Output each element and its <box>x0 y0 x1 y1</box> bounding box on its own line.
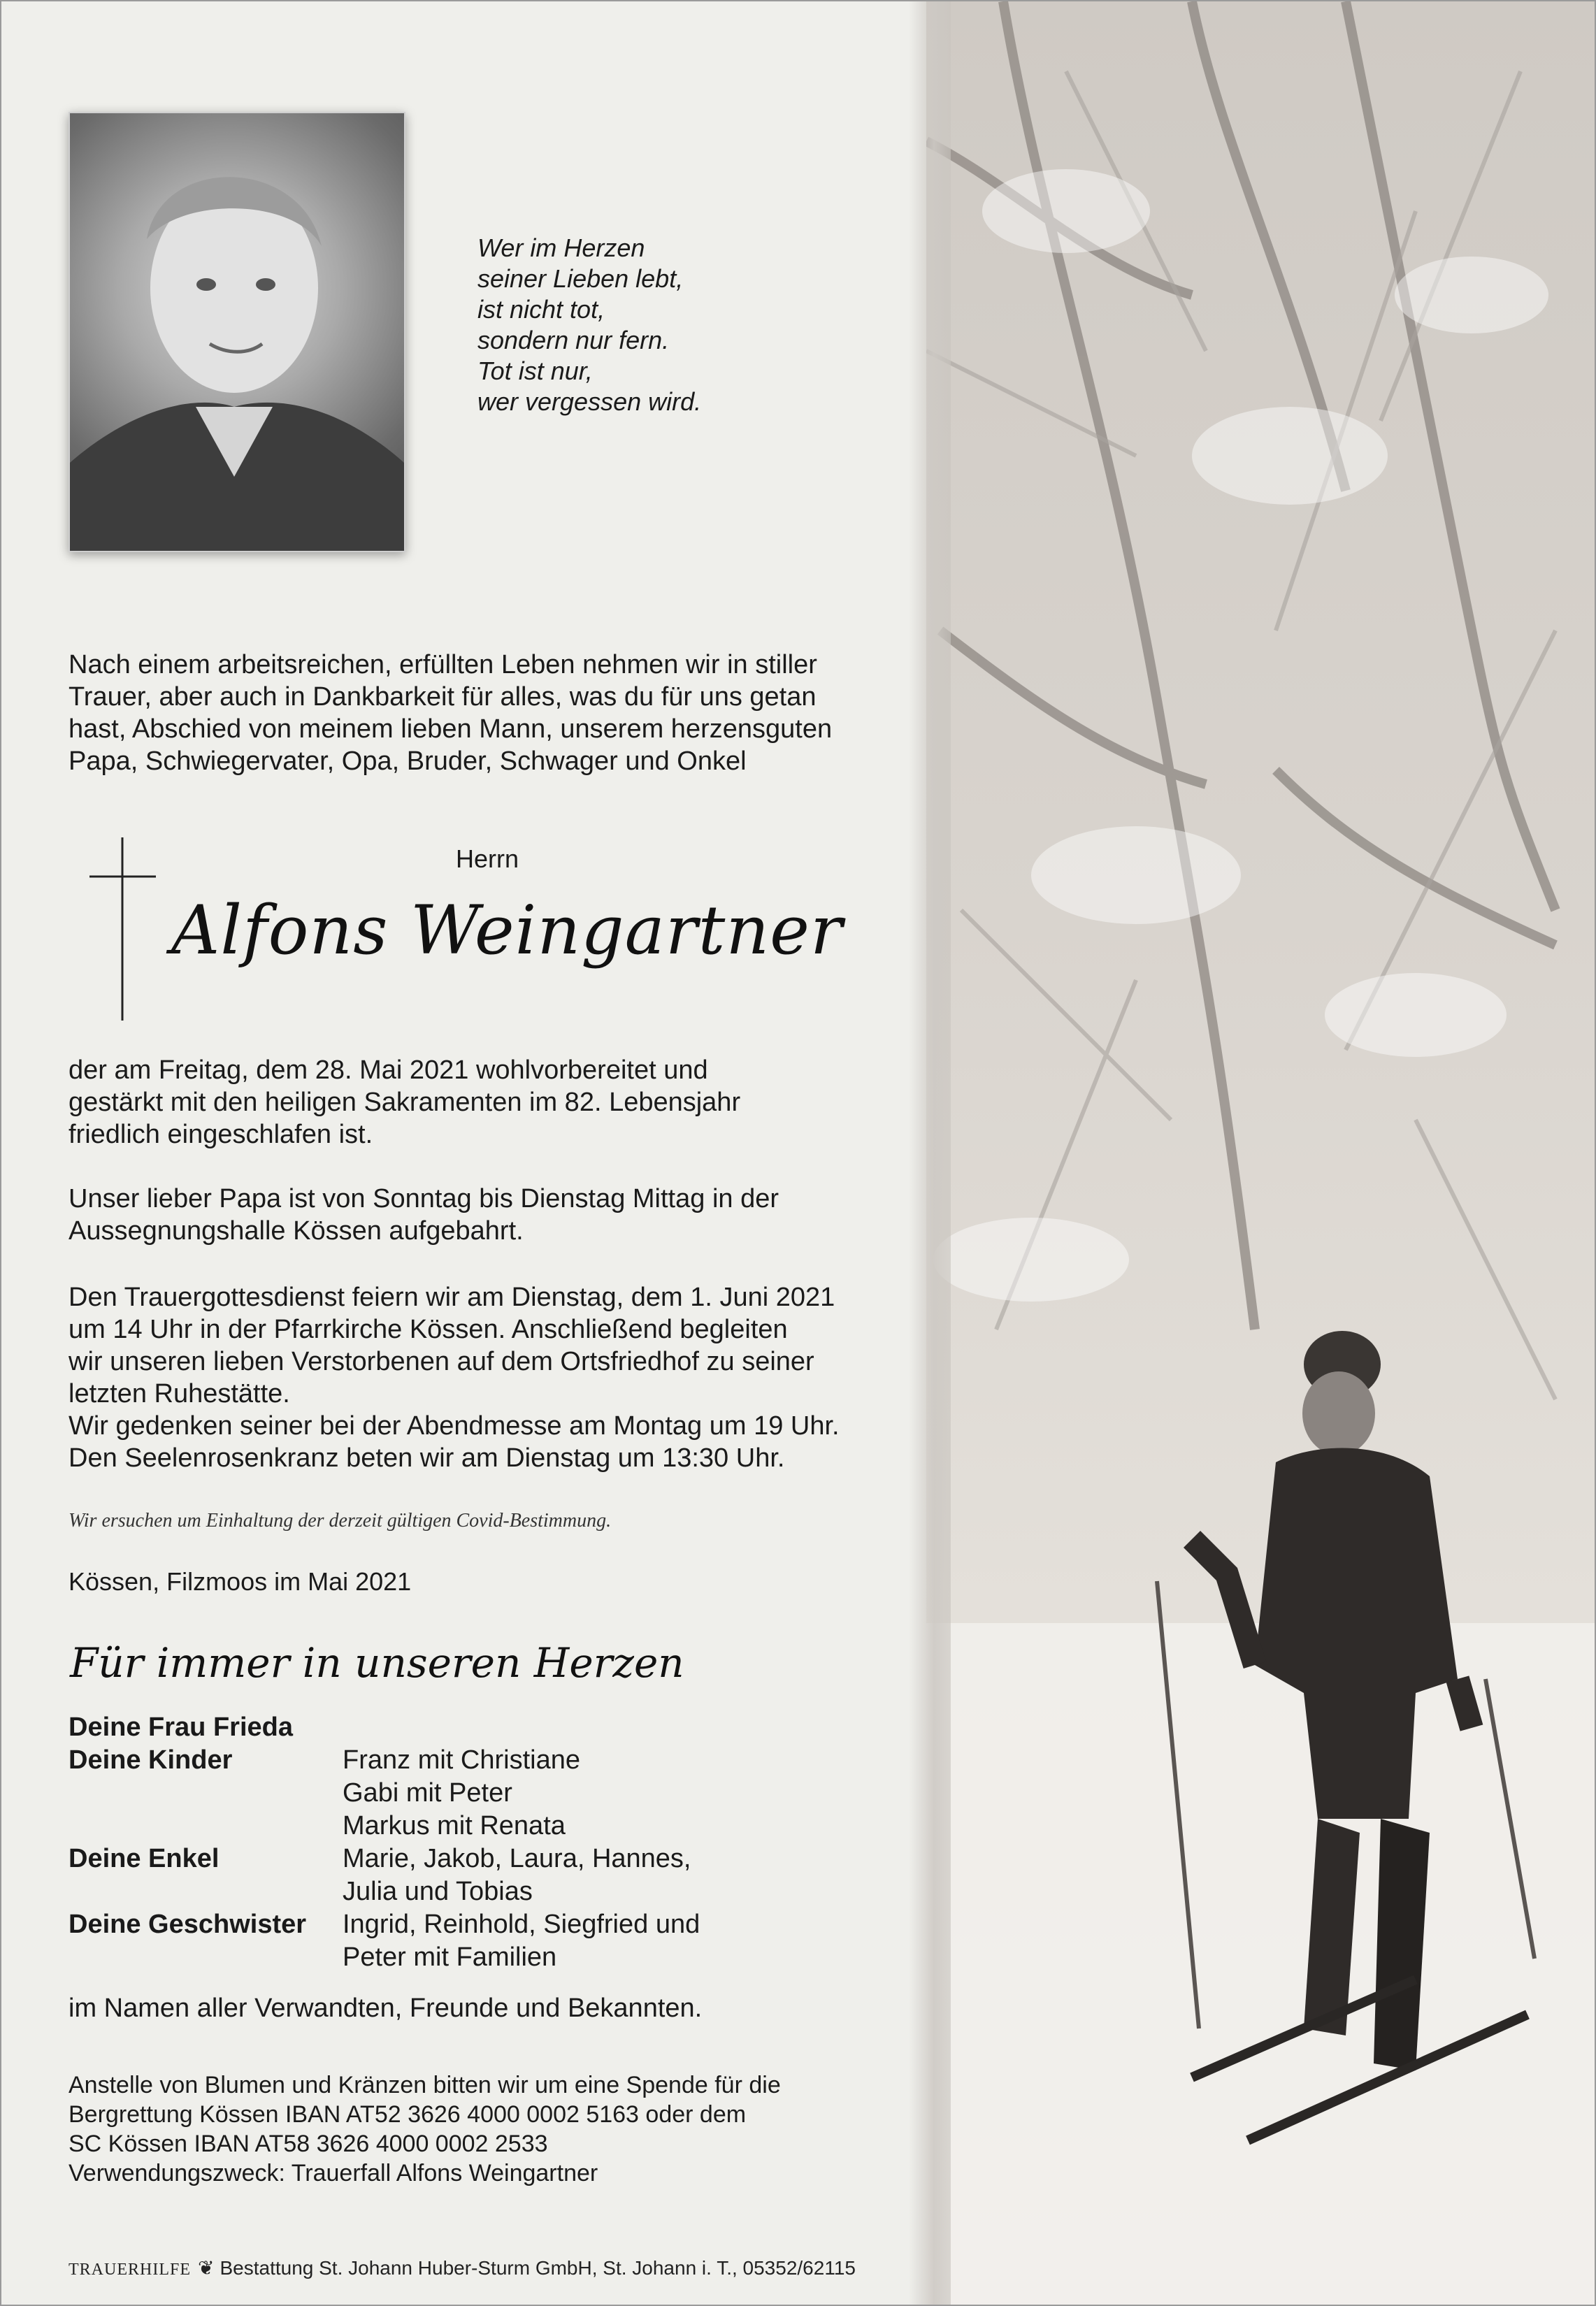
donation-line: Anstelle von Blumen und Kränzen bitten wir um eine Spende für die <box>69 2072 781 2098</box>
service-line: Den Seelenrosenkranz beten wir am Dienstag um 13:30 Uhr. <box>69 1443 785 1473</box>
intro-line: Nach einem arbeitsreichen, erfüllten Leben nehmen wir in stiller <box>69 650 817 679</box>
quote-line: seiner Lieben lebt, <box>477 264 684 293</box>
donation-line: SC Kössen IBAN AT58 3626 4000 0002 2533 <box>69 2131 548 2157</box>
family-value: Markus mit Renata <box>343 1811 566 1840</box>
viewing-line: Unser lieber Papa ist von Sonntag bis Dienstag Mittag in der <box>69 1184 779 1213</box>
family-value: Ingrid, Reinhold, Siegfried und <box>343 1910 700 1939</box>
family-label: Deine Kinder <box>69 1745 233 1775</box>
family-label: Deine Frau Frieda <box>69 1713 293 1742</box>
intro-paragraph <box>69 649 928 777</box>
forever-heading: Für immer in unseren Herzen <box>70 1639 684 1687</box>
salutation: Herrn <box>456 844 519 873</box>
donation-line: Verwendungszweck: Trauerfall Alfons Weingartner <box>69 2160 598 2186</box>
intro-line: Trauer, aber auch in Dankbarkeit für alles, was du für uns getan <box>69 682 817 712</box>
family-label: Deine Enkel <box>69 1844 220 1873</box>
service-line: wir unseren lieben Verstorbenen auf dem Ortsfriedhof zu seiner <box>69 1347 814 1376</box>
portrait-photo <box>69 112 405 552</box>
family-value: Julia und Tobias <box>343 1877 533 1906</box>
cross-icon <box>89 837 156 1021</box>
family-value: Franz mit Christiane <box>343 1745 580 1775</box>
donation-line: Bergrettung Kössen IBAN AT52 3626 4000 0002 5163 oder dem <box>69 2101 747 2128</box>
death-notice-line: der am Freitag, dem 28. Mai 2021 wohlvorbereitet und <box>69 1055 708 1085</box>
footer-text: Bestattung St. Johann Huber-Sturm GmbH, St. Johann i. T., 05352/62115 <box>220 2257 856 2279</box>
family-value: Peter mit Familien <box>343 1943 557 1972</box>
viewing-line: Aussegnungshalle Kössen aufgebahrt. <box>69 1216 524 1246</box>
service-notice <box>69 1281 840 1474</box>
footer <box>69 2256 856 2279</box>
covid-note: Wir ersuchen um Einhaltung der derzeit gültigen Covid-Bestimmung. <box>69 1510 612 1532</box>
place-date: Kössen, Filzmoos im Mai 2021 <box>69 1567 412 1596</box>
quote-line: Tot ist nur, <box>477 356 593 385</box>
on-behalf-line: im Namen aller Verwandten, Freunde und Bekannten. <box>69 1994 703 2023</box>
death-notice-line: gestärkt mit den heiligen Sakramenten im 82. Lebensjahr <box>69 1088 741 1117</box>
viewing-notice <box>69 1183 779 1247</box>
service-line: Wir gedenken seiner bei der Abendmesse am Montag um 19 Uhr. <box>69 1411 840 1441</box>
quote-line: ist nicht tot, <box>477 295 605 324</box>
service-line: letzten Ruhestätte. <box>69 1379 290 1408</box>
death-notice <box>69 1054 740 1151</box>
deceased-name: Alfons Weingartner <box>171 891 843 970</box>
portrait-illustration <box>70 113 404 551</box>
death-notice-line: friedlich eingeschlafen ist. <box>69 1120 373 1149</box>
quote-line: Wer im Herzen <box>477 233 645 262</box>
intro-line: Papa, Schwiegervater, Opa, Bruder, Schwager und Onkel <box>69 747 747 776</box>
footer-brand: TRAUERHILFE <box>69 2261 191 2279</box>
memorial-quote <box>477 233 701 417</box>
service-line: Den Trauergottesdienst feiern wir am Dienstag, dem 1. Juni 2021 <box>69 1283 835 1312</box>
winter-skier-photo <box>926 1 1595 2305</box>
quote-line: sondern nur fern. <box>477 326 670 354</box>
leaf-icon: ❦ <box>198 2257 215 2279</box>
page-fold-shadow <box>909 1 951 2305</box>
service-line: um 14 Uhr in der Pfarrkirche Kössen. Anschließend begleiten <box>69 1315 788 1344</box>
family-label: Deine Geschwister <box>69 1910 307 1939</box>
quote-line: wer vergessen wird. <box>477 387 702 416</box>
skier-scene-illustration <box>926 1 1595 2305</box>
family-value: Marie, Jakob, Laura, Hannes, <box>343 1844 691 1873</box>
intro-line: hast, Abschied von meinem lieben Mann, unserem herzensguten <box>69 714 833 744</box>
donation-request <box>69 2070 781 2188</box>
family-value: Gabi mit Peter <box>343 1778 512 1808</box>
